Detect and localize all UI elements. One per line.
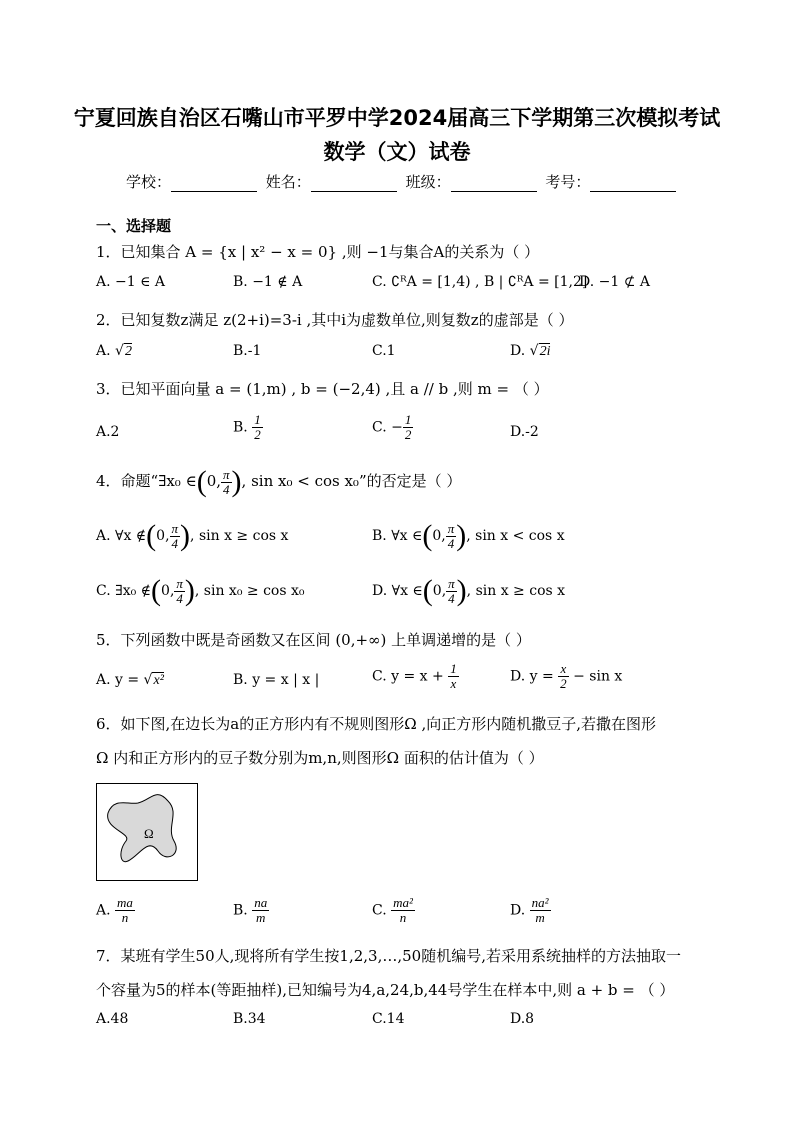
q6-option-b: B. $\frac{na}{m}$ [233,895,268,925]
q2-stem: 2．已知复数z满足 z(2+i)=3-i ,其中i为虚数单位,则复数z的虚部是（ ） [96,311,574,329]
q4-option-d: D. ∀x ∈(0, $\frac{\pi}{4}$ ), sin x ≥ cos x [372,574,566,607]
q6-stem-line1: 6．如下图,在边长为a的正方形内有不规则图形Ω ,向正方形内随机撒豆子,若撒在图形 [96,715,656,733]
q3-option-c: C. − $\frac{1}{2}$ [372,412,412,442]
school-label: 学校： [126,173,172,191]
school-blank [171,177,257,192]
q6-figure [96,783,199,882]
q5-option-c: C. y = x + $\frac{1}{x}$ [372,661,457,691]
q6-option-a: A. $\frac{ma}{n}$ [96,895,133,925]
q1-option-d: D. −1 ⊄ A [579,274,651,290]
q1-option-a: A. −1 ∈ A [96,274,166,290]
name-label: 姓名： [265,173,311,191]
q7-option-a: A.48 [96,1011,129,1027]
section-heading: 一、选择题 [96,217,172,235]
q1-option-c: C. ∁ᴿA = [1,4) , B | ∁ᴿA = [1,2] [372,274,588,290]
omega-label: Ω [144,826,154,841]
q4-option-a: A. ∀x ∉(0, $\frac{\pi}{4}$ ), sin x ≥ cos x [96,519,289,552]
q5-option-b: B. y = x | x | [233,672,320,688]
title-line-1: 宁夏回族自治区石嘴山市平罗中学2024届高三下学期第三次模拟考试 [73,106,721,130]
q3-option-a: A.2 [96,424,120,440]
q1-option-b: B. −1 ∉ A [233,274,303,290]
q2-option-a: A. √2 [96,343,132,359]
q6-stem-line2: Ω 内和正方形内的豆子数分别为m,n,则图形Ω 面积的估计值为（ ） [96,749,544,767]
q7-stem-line1: 7．某班有学生50人,现将所有学生按1,2,3,…,50随机编号,若采用系统抽样的方法抽取一 [96,947,681,965]
name-blank [311,177,397,192]
q2-option-d: D. √2i [510,343,551,359]
q4-option-b: B. ∀x ∈(0, $\frac{\pi}{4}$ ), sin x < cos x [372,519,565,552]
q7-option-c: C.14 [372,1011,405,1027]
q5-stem: 5．下列函数中既是奇函数又在区间 (0,+∞) 上单调递增的是（ ） [96,631,531,649]
q6-option-c: C. $\frac{\text{ma²}}{n}$ [372,895,413,925]
q4-option-c: C. ∃x₀ ∉(0, $\frac{\pi}{4}$ ), sin x₀ ≥ cos x₀ [96,574,305,607]
q3-option-d: D.-2 [510,424,539,440]
q2-option-b: B.-1 [233,343,262,359]
q7-stem-line2: 个容量为5的样本(等距抽样),已知编号为4,a,24,b,44号学生在样本中,则 a + b = （ ） [96,981,675,999]
title-line-2: 数学（文）试卷 [323,140,471,164]
q7-option-b: B.34 [233,1011,266,1027]
q5-option-d: D. y = $\frac{x}{2}$ − sin x [510,661,623,691]
q7-option-d: D.8 [510,1011,535,1027]
q2-option-c: C.1 [372,343,396,359]
class-blank [451,177,537,192]
q1-stem: 1．已知集合 A = {x | x² − x = 0} ,则 −1与集合A的关系为（ ） [96,243,540,261]
q3-stem: 3．已知平面向量 a = (1,m) , b = (−2,4) ,且 a // b ,则 m = （ ） [96,380,549,398]
q3-option-b: B. $\frac{1}{2}$ [233,412,261,442]
q5-option-a: A. y = √x² [96,672,164,688]
number-blank [590,177,676,192]
number-label: 考号： [545,173,591,191]
q4-stem: 4．命题“∃x₀ ∈(0, $\frac{\pi}{4}$ ), sin x₀ < cos x₀”的否定是（ ） [96,465,462,498]
student-info [126,171,680,192]
q6-option-d: D. $\frac{\text{na²}}{m}$ [510,895,549,925]
class-label: 班级： [405,173,451,191]
